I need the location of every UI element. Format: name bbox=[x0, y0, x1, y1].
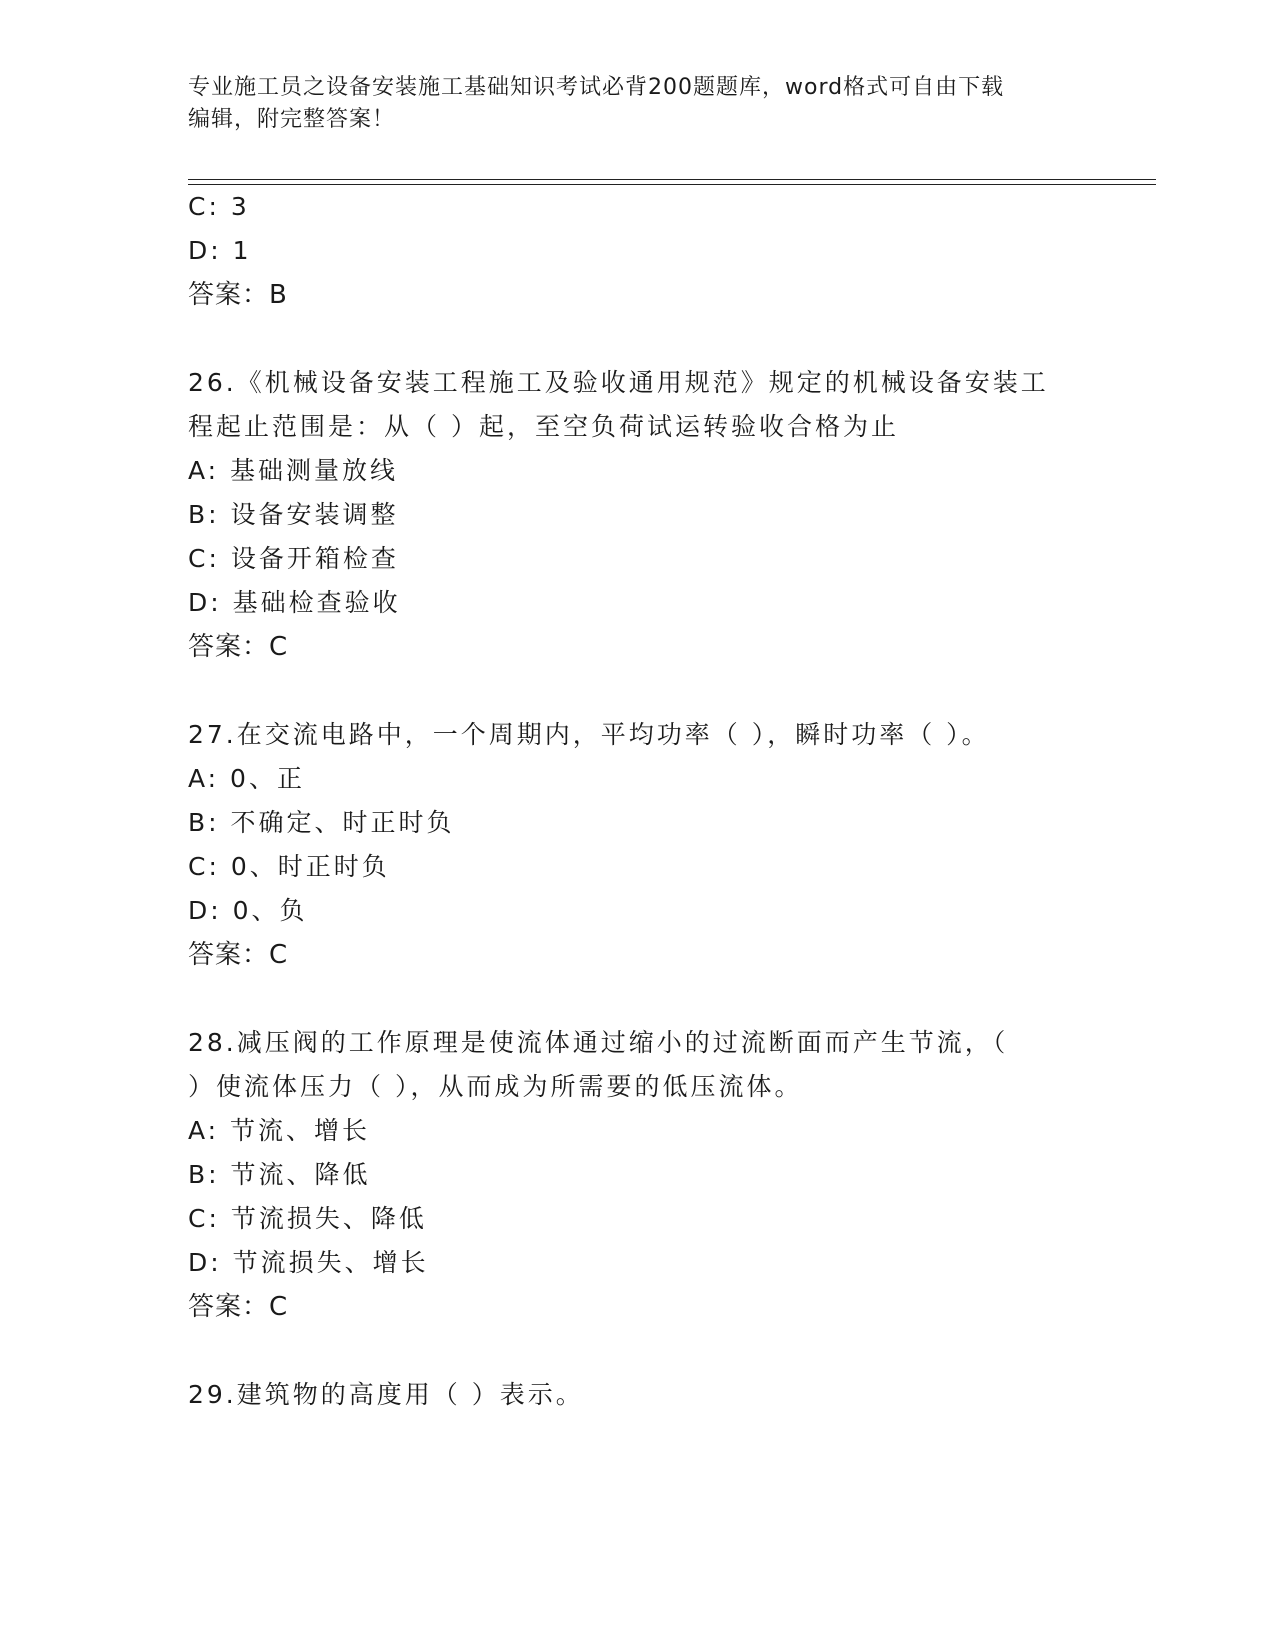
q27-option-d: D: 0、负 bbox=[188, 896, 308, 925]
page-header bbox=[188, 72, 1088, 136]
header-title-line-2: 编辑，附完整答案！ bbox=[188, 107, 396, 132]
q26-option-c: C: 设备开箱检查 bbox=[188, 544, 399, 573]
q27-option-c: C: 0、时正时负 bbox=[188, 852, 390, 881]
q28-option-d: D: 节流损失、增长 bbox=[188, 1248, 429, 1277]
q28-option-b: B: 节流、降低 bbox=[188, 1160, 371, 1189]
header-divider-top bbox=[188, 179, 1156, 180]
q25-answer: 答案：B bbox=[188, 280, 288, 310]
q26-option-b: B: 设备安装调整 bbox=[188, 500, 399, 529]
q27-option-b: B: 不确定、时正时负 bbox=[188, 808, 455, 837]
q28-answer: 答案：C bbox=[188, 1292, 289, 1322]
q26-answer: 答案：C bbox=[188, 632, 289, 662]
q28-stem-line-1: 28.减压阀的工作原理是使流体通过缩小的过流断面而产生节流，（ bbox=[188, 1028, 1009, 1057]
q26-stem-line-1: 26.《机械设备安装工程施工及验收通用规范》规定的机械设备安装工 bbox=[188, 368, 1049, 397]
q28-stem-line-2: ）使流体压力（ ），从而成为所需要的低压流体。 bbox=[188, 1072, 803, 1101]
q26-stem-line-2: 程起止范围是：从（ ）起，至空负荷试运转验收合格为止 bbox=[188, 412, 899, 441]
q27-answer: 答案：C bbox=[188, 940, 289, 970]
header-divider-bottom bbox=[188, 184, 1156, 185]
q27-option-a: A: 0、正 bbox=[188, 764, 305, 793]
q28-option-c: C: 节流损失、降低 bbox=[188, 1204, 427, 1233]
q28-option-a: A: 节流、增长 bbox=[188, 1116, 371, 1145]
q25-option-c: C: 3 bbox=[188, 192, 250, 221]
header-title-line-1: 专业施工员之设备安装施工基础知识考试必背200题题库，word格式可自由下载 bbox=[188, 75, 1005, 100]
q26-option-a: A: 基础测量放线 bbox=[188, 456, 399, 485]
q27-stem-line-1: 27.在交流电路中，一个周期内，平均功率（ ），瞬时功率（ ）。 bbox=[188, 720, 990, 749]
q26-option-d: D: 基础检查验收 bbox=[188, 588, 401, 617]
q29-stem-line-1: 29.建筑物的高度用（ ）表示。 bbox=[188, 1380, 584, 1409]
q25-option-d: D: 1 bbox=[188, 236, 252, 265]
